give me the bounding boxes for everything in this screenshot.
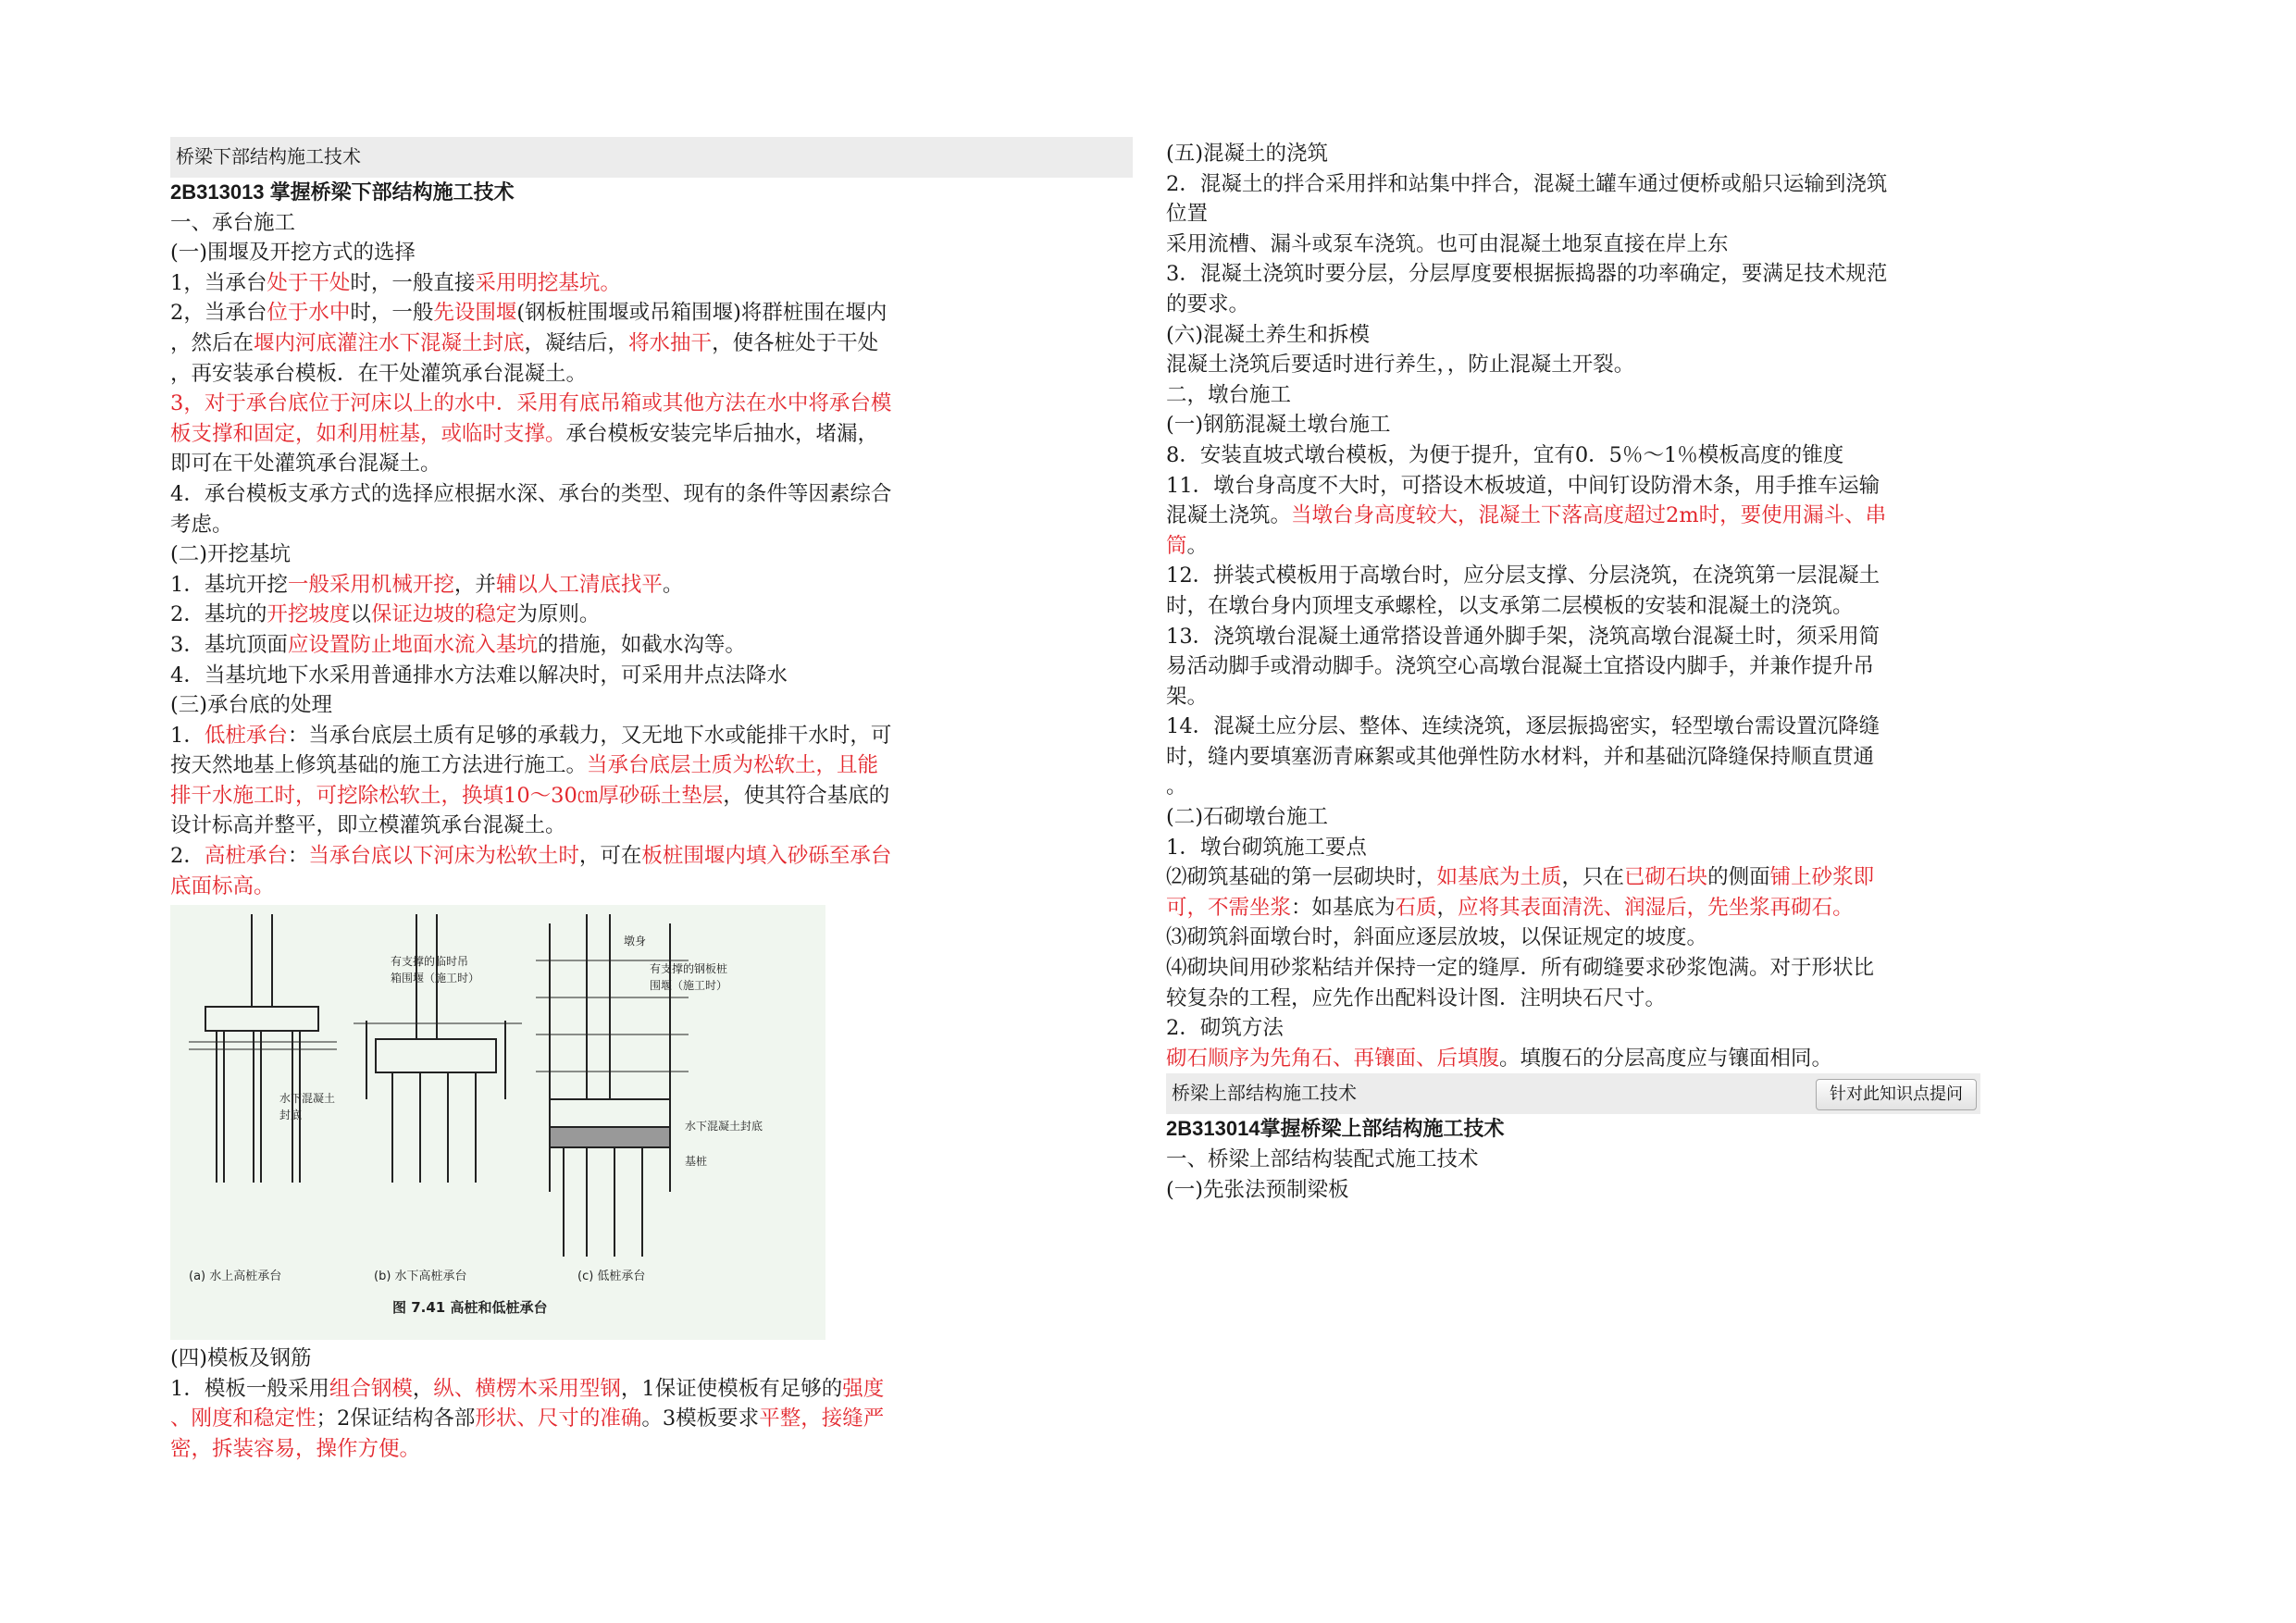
text-line [1166,742,1980,773]
section-bar-label: 桥梁下部结构施工技术 [176,147,361,167]
body-text: 时，在墩台身内顶埋支承螺栓，以支承第二层模板的安装和混凝土的浇筑。 [1166,593,1854,618]
text-line [1166,802,1980,833]
text-line [170,389,1133,419]
body-text: (一)钢筋混凝土墩台施工 [1166,413,1391,438]
highlight-text: 当承台底层土质为松软土，且能 [587,753,879,778]
pile-cap-figure [170,905,825,1340]
text-line [170,690,1133,721]
body-text: 即可在干处灌筑承台混凝土。 [170,452,441,477]
body-text: ，再安装承台模板．在干处灌筑承台混凝土。 [170,361,588,386]
highlight-text: 筒 [1166,533,1187,558]
body-text: 采用流槽、漏斗或泵车浇筑。也可由混凝土地泵直接在岸上东 [1166,231,1729,256]
body-text: 以 [350,602,371,627]
text-line [170,1344,1133,1374]
body-text: ，只在 [1561,865,1625,890]
figure-label: 围堰（施工时） [650,979,728,993]
highlight-text: 采用明挖基坑。 [475,270,621,295]
body-text: (六)混凝土养生和拆模 [1166,322,1371,347]
text-line [170,600,1133,630]
text-line [1166,320,1980,351]
text-line [170,510,1133,540]
body-text: ：如基底为 [1291,895,1396,920]
highlight-text: 已砌石块 [1624,865,1708,890]
text-line [170,208,1133,239]
body-text: 考虑。 [170,512,233,537]
text-line [170,1374,1133,1405]
text-line [170,479,1133,510]
figure-label: 墩身 [624,935,647,948]
highlight-text: 先设围堰 [433,301,517,326]
body-text: 4．当基坑地下水采用普通排水方法难以解决时，可采用井点法降水 [170,663,788,688]
figure-label: 有支撑的钢板桩 [650,962,728,976]
body-text: ，使其符合基底的 [723,783,890,808]
ask-question-button[interactable]: 针对此知识点提问 [1816,1079,1977,1110]
body-text: 4．承台模板支承方式的选择应根据水深、承台的类型、现有的条件等因素综合 [170,481,892,506]
text-line [1166,893,1980,923]
text-line [1166,380,1980,411]
body-text: (二)石砌墩台施工 [1166,805,1329,830]
highlight-text: 排干水施工时，可挖除松软土，换填10～30㎝厚砂砾土垫层 [170,783,724,808]
text-line [1166,712,1980,742]
body-text: (一)围堰及开挖方式的选择 [170,241,416,266]
body-text: 。 [1186,533,1209,558]
text-line [170,268,1133,299]
highlight-text: 底面标高。 [170,873,275,898]
body-text: 2，当承台 [170,301,267,326]
highlight-text: 砌石顺序为先角石、再镶面、后填腹 [1166,1046,1500,1071]
body-text: ：当承台底层土质有足够的承载力，又无地下水或能排干水时，可 [287,723,892,748]
body-text: ，使各桩处于干处 [712,330,879,355]
body-text: ⑶砌筑斜面墩台时，斜面应逐层放坡，以保证规定的坡度。 [1166,925,1708,950]
highlight-text: 铺上砂浆即 [1769,865,1875,890]
body-text: ， [1436,895,1458,920]
body-text: (二)开挖基坑 [170,542,292,567]
body-text: 的措施，如截水沟等。 [537,632,746,657]
body-text: 时，缝内要填塞沥青麻絮或其他弹性防水材料，并和基础沉降缝保持顺直贯通 [1166,744,1875,769]
text-line [1166,531,1980,562]
text-line [170,750,1133,781]
body-text: 2．基坑的 [170,602,267,627]
highlight-text: 形状、尺寸的准确 [475,1406,642,1431]
body-text: 12．拼装式模板用于高墩台时，应分层支撑、分层浇筑，在浇筑第一层混凝土 [1166,564,1880,588]
highlight-text: 低桩承台 [204,723,288,748]
body-text: 为原则。 [516,602,601,627]
figure-caption: 图 7.41 高桩和低桩承台 [392,1299,548,1317]
text-line [170,328,1133,359]
figure-sublabel: (b) 水下高桩承台 [374,1270,467,1284]
body-text: ，1保证使模板有足够的 [620,1376,843,1401]
body-text: 时，一般 [350,301,434,326]
highlight-text: 将水抽干 [628,330,713,355]
left-column [170,137,1133,1465]
body-text: 3．混凝土浇筑时要分层，分层厚度要根据振捣器的功率确定，要满足技术规范 [1166,262,1888,287]
text-line [1166,440,1980,471]
text-line [1166,622,1980,652]
body-text: 1．模板一般采用 [170,1376,329,1401]
body-text: 11．墩台身高度不大时，可搭设木板坡道，中间钉设防滑木条，用手推车运输 [1166,473,1880,498]
section-bar-superstructure [1166,1073,1980,1114]
body-text: 的侧面 [1707,865,1770,890]
highlight-text: 组合钢模 [329,1376,413,1401]
highlight-text: 密，拆装容易，操作方便。 [170,1437,421,1462]
text-line [170,781,1133,812]
text-line [170,570,1133,601]
right-text-block [1166,139,1980,1073]
text-line [170,811,1133,841]
highlight-text: 、刚度和稳定性 [170,1406,316,1431]
highlight-text: 当墩台身高度较大，混凝土下落高度超过2m时，要使用漏斗、串 [1291,503,1887,528]
section-title: 2B313014掌握桥梁上部结构施工技术 [1166,1117,1505,1141]
body-text: 时，一般直接 [350,270,476,295]
figure-label: 水下混凝土 [279,1092,336,1106]
highlight-text: 应将其表面清洗、润湿后，先坐浆再砌石。 [1458,895,1854,920]
highlight-text: 处于干处 [267,270,351,295]
text-line [1166,1013,1980,1044]
section-bar-label: 桥梁上部结构施工技术 [1172,1084,1357,1105]
text-line [170,238,1133,268]
text-line [1166,591,1980,622]
body-text: 按天然地基上修筑基础的施工方法进行施工。 [170,753,588,778]
text-line [170,419,1133,450]
body-text: ；2保证结构各部 [316,1406,476,1431]
body-text: 一、承台施工 [170,210,296,235]
body-text: 承台模板安装完毕后抽水，堵漏， [565,421,879,446]
text-line [170,630,1133,661]
body-text: ，并 [453,572,496,597]
body-text: 混凝土浇筑。 [1166,503,1292,528]
highlight-text: 保证边坡的稳定 [370,602,517,627]
text-line [1166,501,1980,531]
highlight-text: 板支撑和固定，如利用桩基，或临时支撑。 [170,421,566,446]
text-line [1166,350,1980,380]
text-line [170,872,1133,902]
text-line [1166,833,1980,863]
highlight-text: 如基底为土质 [1436,865,1562,890]
body-text: 架。 [1166,684,1209,709]
text-line [170,449,1133,479]
text-line [1166,1044,1980,1074]
section-bar-substructure [170,137,1133,178]
left-text-block [170,208,1133,902]
body-text: 较复杂的工程，应先作出配料设计图．注明块石尺寸。 [1166,985,1667,1010]
text-line [1166,1175,1980,1206]
text-line [1166,139,1980,169]
highlight-text: 当承台底以下河床为松软土时 [308,844,579,869]
body-text: 1．墩台砌筑施工要点 [1166,835,1367,860]
body-text: 设计标高并整平，即立模灌筑承台混凝土。 [170,813,566,838]
highlight-text: 应设置防止地面水流入基坑 [287,632,538,657]
body-text: 3．基坑顶面 [170,632,288,657]
highlight-text: 3，对于承台底位于河床以上的水中．采用有底吊箱或其他方法在水中将承台模 [170,391,892,416]
text-line [170,1404,1133,1434]
text-line [1166,199,1980,229]
body-text: 。3模板要求 [641,1406,760,1431]
body-text: 二，墩台施工 [1166,382,1292,407]
body-text: 1，当承台 [170,270,267,295]
figure-label: 有支撑的临时吊 [391,955,469,969]
text-line [1166,923,1980,953]
highlight-text: 高桩承台 [204,844,288,869]
text-line [170,661,1133,691]
body-text: (一)先张法预制梁板 [1166,1177,1349,1202]
body-text: 13．浇筑墩台混凝土通常搭设普通外脚手架，浇筑高墩台混凝土时，须采用简 [1166,624,1880,649]
section-title: 2B313013 掌握桥梁下部结构施工技术 [170,180,515,204]
text-line [1166,410,1980,440]
body-text: ，然后在 [170,330,254,355]
text-line [1166,862,1980,893]
body-text: (四)模板及钢筋 [170,1346,312,1371]
text-line [1166,953,1980,984]
highlight-text: 堰内河底灌注水下混凝土封底 [254,330,525,355]
body-text: 易活动脚手或滑动脚手。浇筑空心高墩台混凝土宜搭设内脚手，并兼作提升吊 [1166,654,1875,679]
body-text: 的要求。 [1166,291,1250,316]
body-text: 混凝土浇筑后要适时进行养生，，防止混凝土开裂。 [1166,353,1635,378]
body-text: ： [287,844,309,869]
text-line [1166,259,1980,290]
text-line [1166,471,1980,502]
figure-label: 基桩 [685,1155,708,1169]
text-line [1166,651,1980,682]
body-text: 一、桥梁上部结构装配式施工技术 [1166,1147,1479,1171]
body-text: (五)混凝土的浇筑 [1166,142,1329,166]
text-line [1166,772,1980,802]
text-line [1166,682,1980,712]
body-text: (钢板桩围堰或吊箱围堰)将群桩围在堰内 [516,301,887,326]
highlight-text: 位于水中 [267,301,351,326]
text-line [170,721,1133,751]
body-text: 。 [662,572,684,597]
text-line [170,841,1133,872]
figure-sublabel: (c) 低桩承台 [577,1270,646,1284]
body-text: ， [412,1376,434,1401]
body-text: 2．混凝土的拌合采用拌和站集中拌合，混凝土罐车通过便桥或船只运输到浇筑 [1166,171,1888,196]
body-text: 14．混凝土应分层、整体、连续浇筑，逐层振捣密实，轻型墩台需设置沉降缝 [1166,714,1880,739]
body-text: 2． [170,844,205,869]
right-column [1166,139,1980,1205]
highlight-text: 纵、横楞木采用型钢 [433,1376,621,1401]
body-text: ，可在 [578,844,642,869]
figure-label: 箱围堰（施工时） [391,972,480,985]
text-line [1166,561,1980,591]
body-text: 。 [1166,774,1187,799]
highlight-text: 强度 [842,1376,885,1401]
figure-label: 水下混凝土封底 [685,1120,763,1134]
text-line [1166,229,1980,260]
highlight-text: 辅以人工清底找平 [495,572,663,597]
text-line [1166,169,1980,200]
text-line [170,539,1133,570]
left-text-block-after [170,1344,1133,1464]
text-line [170,359,1133,390]
figure-sublabel: (a) 水上高桩承台 [189,1270,282,1284]
body-text: 1． [170,723,205,748]
text-line [170,1434,1133,1465]
right-text-block-after [1166,1145,1980,1205]
body-text: 2．砌筑方法 [1166,1016,1284,1041]
body-text: ⑷砌块间用砂浆粘结并保持一定的缝厚．所有砌缝要求砂浆饱满。对于形状比 [1166,956,1875,981]
body-text: ⑵砌筑基础的第一层砌块时， [1166,865,1437,890]
text-line [1166,1145,1980,1175]
text-line [1166,984,1980,1014]
body-text: 位置 [1166,202,1209,227]
body-text: 1．基坑开挖 [170,572,288,597]
highlight-text: 一般采用机械开挖 [287,572,454,597]
highlight-text: 开挖坡度 [267,602,351,627]
body-text: (三)承台底的处理 [170,693,333,718]
highlight-text: 平整，接缝严 [759,1406,885,1431]
highlight-text: 石质 [1395,895,1437,920]
highlight-text: 板桩围堰内填入砂砾至承台 [641,844,892,869]
highlight-text: 可，不需坐浆 [1166,895,1292,920]
text-line [170,298,1133,328]
body-text: 8．安装直坡式墩台模板，为便于提升，宜有0．5％～1％模板高度的锥度 [1166,442,1844,467]
body-text: 。填腹石的分层高度应与镶面相同。 [1499,1046,1833,1071]
figure-label: 封底 [279,1109,303,1122]
body-text: ，凝结后， [524,330,629,355]
text-line [1166,290,1980,320]
